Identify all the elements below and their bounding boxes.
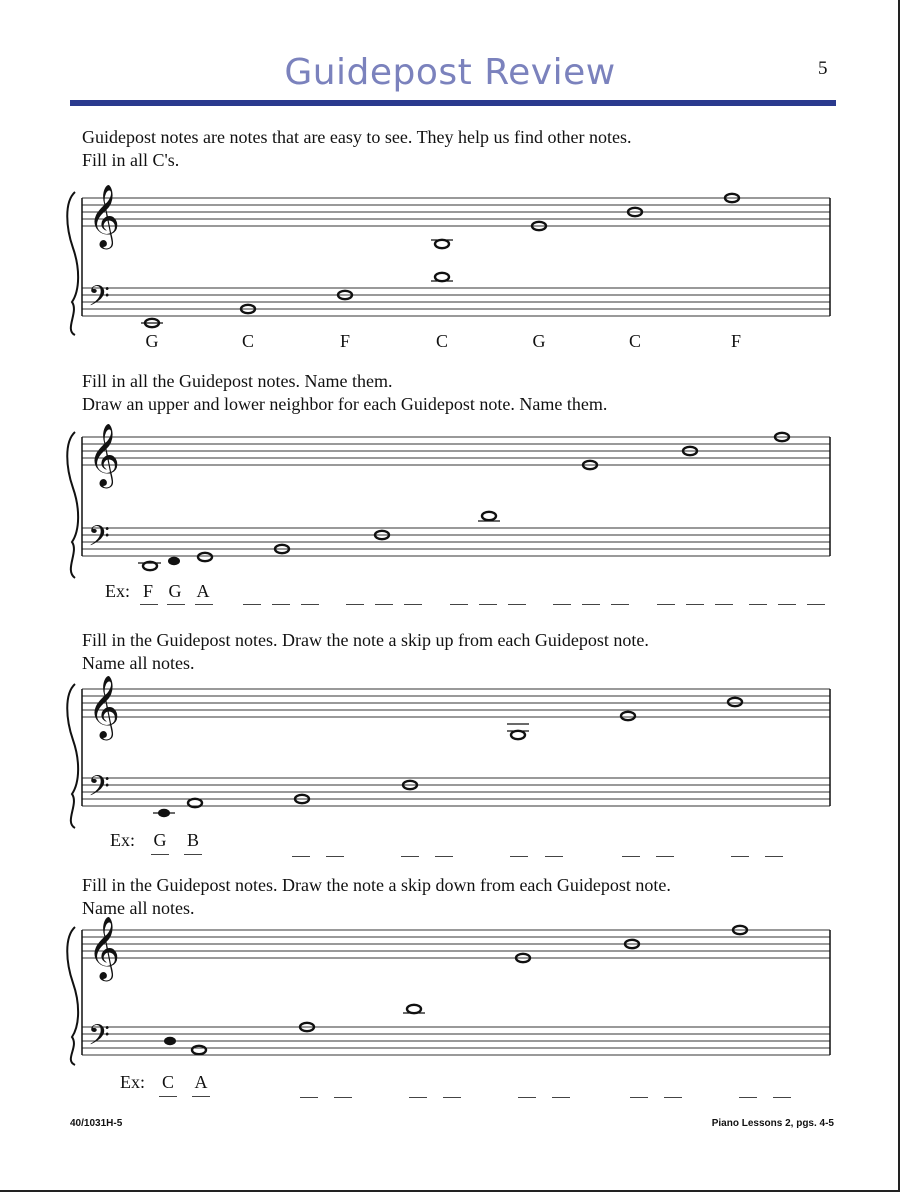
note-label: F	[339, 331, 351, 351]
answer-blank[interactable]	[409, 1097, 427, 1098]
whole-note	[511, 731, 525, 739]
whole-note	[198, 553, 212, 561]
instruction-line: Fill in the Guidepost notes. Draw the note a skip down from each Guidepost note.	[82, 875, 671, 895]
instruction-line: Fill in all the Guidepost notes. Name them.	[82, 371, 393, 391]
answer-blank[interactable]	[778, 604, 796, 605]
grand-staff-4	[62, 915, 834, 1065]
note-label: G	[532, 331, 546, 351]
bass-clef-icon: 𝄢	[88, 280, 110, 320]
whole-note	[482, 512, 496, 520]
treble-clef-icon: 𝄞	[88, 184, 120, 247]
example-note-name: G	[168, 581, 182, 601]
answer-blank[interactable]	[552, 1097, 570, 1098]
note-label: C	[435, 331, 449, 351]
answer-blank[interactable]	[582, 604, 600, 605]
answer-blank[interactable]	[545, 856, 563, 857]
brace	[67, 684, 78, 828]
answer-blank[interactable]	[404, 604, 422, 605]
whole-note	[728, 698, 742, 706]
treble-clef-icon: 𝄞	[88, 675, 120, 738]
answer-blank[interactable]	[375, 604, 393, 605]
answer-blank[interactable]	[192, 1096, 210, 1097]
treble-clef-icon: 𝄞	[88, 916, 120, 979]
treble-clef-icon: 𝄞	[88, 423, 120, 486]
brace	[67, 432, 78, 578]
whole-note	[621, 712, 635, 720]
instruction-line: Draw an upper and lower neighbor for each Guidepost note. Name them.	[82, 394, 608, 414]
whole-note	[435, 273, 449, 281]
answer-blank[interactable]	[326, 856, 344, 857]
answer-blank[interactable]	[195, 604, 213, 605]
answer-blank[interactable]	[765, 856, 783, 857]
answer-blank[interactable]	[622, 856, 640, 857]
answer-blank[interactable]	[731, 856, 749, 857]
example-note-name: B	[186, 830, 200, 850]
instruction-line: Fill in the Guidepost notes. Draw the note a skip up from each Guidepost note.	[82, 630, 649, 650]
bass-clef-icon: 𝄢	[88, 770, 110, 810]
brace	[67, 927, 78, 1065]
whole-note	[192, 1046, 206, 1054]
answer-blank[interactable]	[656, 856, 674, 857]
brace	[67, 192, 78, 335]
answer-blank[interactable]	[346, 604, 364, 605]
example-note-name: G	[153, 830, 167, 850]
example-prefix: Ex:	[110, 830, 135, 850]
answer-blank[interactable]	[450, 604, 468, 605]
grand-staff-2	[62, 420, 834, 580]
note-label: C	[628, 331, 642, 351]
page-title: Guidepost Review	[284, 52, 616, 93]
example-prefix: Ex:	[120, 1072, 145, 1092]
footer-code: 40/1031H-5	[70, 1118, 123, 1129]
answer-blank[interactable]	[401, 856, 419, 857]
whole-note	[435, 240, 449, 248]
answer-blank[interactable]	[657, 604, 675, 605]
answer-blank[interactable]	[151, 854, 169, 855]
answer-blank[interactable]	[243, 604, 261, 605]
answer-blank[interactable]	[140, 604, 158, 605]
whole-note	[407, 1005, 421, 1013]
note-label: G	[145, 331, 159, 351]
answer-blank[interactable]	[479, 604, 497, 605]
instruction-line: Name all notes.	[82, 653, 195, 673]
bass-clef-icon: 𝄢	[88, 1019, 110, 1059]
answer-blank[interactable]	[300, 1097, 318, 1098]
section-1-instructions	[82, 126, 632, 172]
grand-staff-1	[62, 180, 834, 335]
filled-note	[164, 1037, 176, 1045]
answer-blank[interactable]	[664, 1097, 682, 1098]
answer-blank[interactable]	[773, 1097, 791, 1098]
answer-blank[interactable]	[749, 604, 767, 605]
answer-blank[interactable]	[159, 1096, 177, 1097]
footer-book-reference: Piano Lessons 2, pgs. 4-5	[711, 1118, 834, 1129]
answer-blank[interactable]	[292, 856, 310, 857]
section-4-instructions	[82, 874, 671, 920]
answer-blank[interactable]	[184, 854, 202, 855]
answer-blank[interactable]	[167, 604, 185, 605]
instruction-line: Fill in all C's.	[82, 150, 180, 170]
answer-blank[interactable]	[715, 604, 733, 605]
example-note-name: F	[142, 581, 154, 601]
answer-blank[interactable]	[553, 604, 571, 605]
answer-blank[interactable]	[739, 1097, 757, 1098]
filled-note	[168, 557, 180, 565]
example-note-name: C	[161, 1072, 175, 1092]
instruction-line: Name all notes.	[82, 898, 195, 918]
example-note-name: A	[196, 581, 210, 601]
example-prefix: Ex:	[105, 581, 130, 601]
note-label: F	[730, 331, 742, 351]
answer-blank[interactable]	[630, 1097, 648, 1098]
answer-blank[interactable]	[301, 604, 319, 605]
note-label: C	[241, 331, 255, 351]
grand-staff-3	[62, 672, 834, 832]
answer-blank[interactable]	[611, 604, 629, 605]
answer-blank[interactable]	[686, 604, 704, 605]
answer-blank[interactable]	[807, 604, 825, 605]
answer-blank[interactable]	[508, 604, 526, 605]
answer-blank[interactable]	[272, 604, 290, 605]
answer-blank[interactable]	[334, 1097, 352, 1098]
page-number: 5	[818, 58, 828, 79]
section-3-instructions	[82, 629, 649, 675]
bass-clef-icon: 𝄢	[88, 520, 110, 560]
section-2-instructions	[82, 370, 607, 416]
title-rule	[70, 100, 836, 106]
instruction-line: Guidepost notes are notes that are easy to see. They help us find other notes.	[82, 127, 632, 147]
answer-blank[interactable]	[518, 1097, 536, 1098]
answer-blank[interactable]	[435, 856, 453, 857]
answer-blank[interactable]	[510, 856, 528, 857]
example-note-name: A	[194, 1072, 208, 1092]
answer-blank[interactable]	[443, 1097, 461, 1098]
